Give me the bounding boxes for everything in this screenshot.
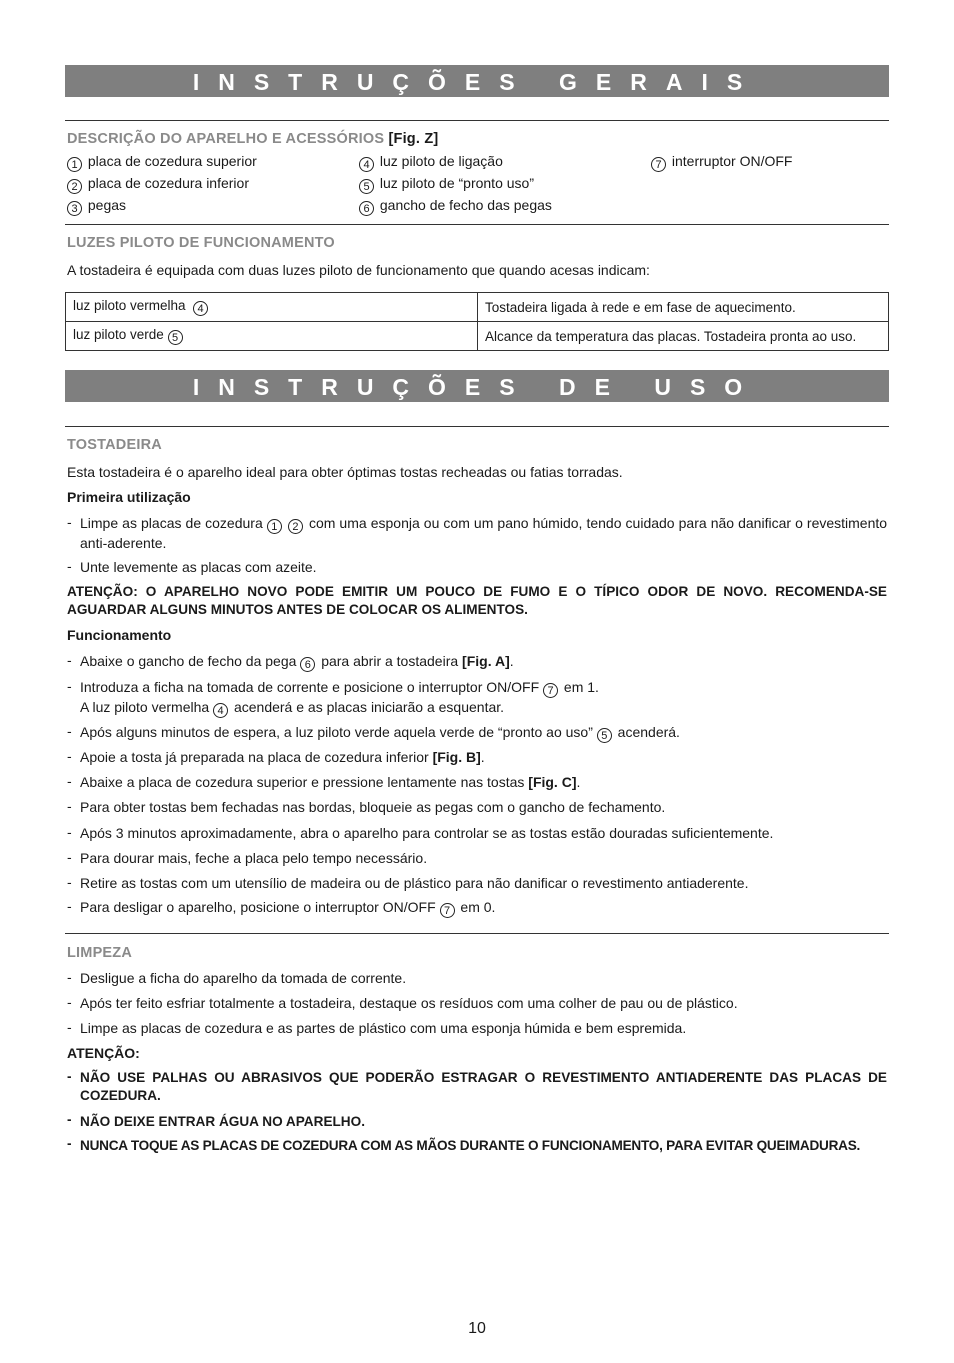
light-name: luz piloto vermelha bbox=[73, 298, 186, 313]
list-item: - Limpe as placas de cozedura e as partes de plástico com uma esponja húmida e bem espremida. bbox=[67, 1019, 887, 1038]
part-number: 7 bbox=[440, 903, 455, 918]
step-text: em 1. bbox=[563, 679, 599, 695]
part-item bbox=[67, 150, 257, 172]
warning-text: NÃO USE PALHAS OU ABRASIVOS QUE PODERÃO ESTRAGAR O REVESTIMENTO ANTIADERENTE DAS PLACAS DE COZEDURA. bbox=[80, 1070, 887, 1103]
part-item bbox=[67, 194, 257, 216]
step-text: para abrir a tostadeira bbox=[321, 653, 459, 669]
warning-item: - NÃO USE PALHAS OU ABRASIVOS QUE PODERÃO ESTRAGAR O REVESTIMENTO ANTIADERENTE DAS PLACAS DE COZEDURA. bbox=[67, 1069, 887, 1103]
warning-text: NÃO DEIXE ENTRAR ÁGUA NO APARELHO. bbox=[80, 1114, 365, 1129]
table-cell bbox=[66, 293, 478, 322]
step-text: Limpe as placas de cozedura e as partes de plástico com uma esponja húmida e bem espremida. bbox=[80, 1020, 687, 1036]
list-item: - Abaixe o gancho de fecho da pega 6 para abrir a tostadeira [Fig. A]. bbox=[67, 652, 514, 671]
step-text: Após 3 minutos aproximadamente, abra o aparelho para controlar se as tostas estão douradas suficientemente. bbox=[80, 825, 774, 841]
light-name: luz piloto verde bbox=[73, 327, 164, 342]
part-item bbox=[359, 172, 552, 194]
part-label: interruptor ON/OFF bbox=[671, 153, 793, 169]
part-label: gancho de fecho das pegas bbox=[379, 197, 552, 213]
list-item: - Para dourar mais, feche a placa pelo tempo necessário. bbox=[67, 849, 887, 868]
part-label: placa de cozedura inferior bbox=[87, 175, 249, 191]
attention-note: ATENÇÃO: O APARELHO NOVO PODE EMITIR UM POUCO DE FUMO E O TÍPICO ODOR DE NOVO. RECOMENDA-SE AGUARDAR ALGUNS MINUTOS ANTES DE COLOCAR OS ALIMENTOS. bbox=[67, 584, 887, 617]
page-number: 10 bbox=[468, 1320, 486, 1337]
fig-reference: [Fig. A] bbox=[462, 653, 510, 669]
step-text: Abaixe o gancho de fecho da pega bbox=[80, 653, 297, 669]
list-item: - Após alguns minutos de espera, a luz piloto verde aquela verde de “pronto ao uso” 5 acenderá. bbox=[67, 723, 680, 742]
part-number: 4 bbox=[213, 703, 228, 718]
fig-reference: [Fig. C] bbox=[528, 774, 577, 790]
part-number: 5 bbox=[168, 330, 183, 345]
part-number: 1 bbox=[267, 519, 282, 534]
step-text: Unte levemente as placas com azeite. bbox=[80, 559, 317, 575]
step-text: em 0. bbox=[460, 899, 496, 915]
step-text: Retire as tostas com um utensílio de madeira ou de plástico para não danificar o revestimento antiaderente. bbox=[80, 875, 749, 891]
attention-title: ATENÇÃO: bbox=[67, 1045, 140, 1061]
parts-list-col-2 bbox=[359, 150, 552, 216]
step-text: Após ter feito esfriar totalmente a tostadeira, destaque os resíduos com uma colher de pau ou de plástico. bbox=[80, 995, 738, 1011]
toaster-intro: Esta tostadeira é o aparelho ideal para obter óptimas tostas recheadas ou fatias torradas. bbox=[67, 464, 623, 480]
list-item: - Introduza a ficha na tomada de corrente e posicione o interruptor ON/OFF 7 em 1. A luz piloto vermelha 4 acenderá e as placas iniciarão a esquentar. bbox=[67, 678, 599, 717]
divider bbox=[65, 933, 889, 934]
step-text: Para dourar mais, feche a placa pelo tempo necessário. bbox=[80, 850, 428, 866]
list-item: - Para desligar o aparelho, posicione o interruptor ON/OFF 7 em 0. bbox=[67, 898, 496, 917]
list-item: - Abaixe a placa de cozedura superior e pressione lentamente nas tostas [Fig. C]. bbox=[67, 773, 581, 790]
description-heading bbox=[67, 131, 438, 147]
part-number: 7 bbox=[543, 683, 558, 698]
list-item: - Unte levemente as placas com azeite. bbox=[67, 558, 887, 577]
cleaning-heading: LIMPEZA bbox=[67, 945, 133, 961]
section-banner-general: INSTRUÇÕES GERAIS bbox=[65, 65, 889, 97]
section-banner-usage: INSTRUÇÕES DE USO bbox=[65, 370, 889, 402]
part-number: 7 bbox=[651, 157, 666, 172]
step-text: Desligue a ficha do aparelho da tomada de corrente. bbox=[80, 970, 407, 986]
part-number: 5 bbox=[359, 179, 374, 194]
list-item: - Desligue a ficha do aparelho da tomada de corrente. bbox=[67, 969, 887, 988]
step-text: Após alguns minutos de espera, a luz piloto verde aquela verde de “pronto ao uso” bbox=[80, 724, 593, 740]
step-text: acenderá. bbox=[617, 724, 680, 740]
step-text: Para obter tostas bem fechadas nas bordas, bloqueie as pegas com o gancho de fechamento. bbox=[80, 799, 666, 815]
part-item bbox=[67, 172, 257, 194]
part-number: 5 bbox=[597, 728, 612, 743]
table-row bbox=[66, 293, 889, 322]
part-label: luz piloto de “pronto uso” bbox=[379, 175, 534, 191]
lights-intro: A tostadeira é equipada com duas luzes piloto de funcionamento que quando acesas indicam: bbox=[67, 262, 650, 278]
list-item: - Limpe as placas de cozedura 1 2 com uma esponja ou com um pano húmido, tendo cuidado para não danificar o revestimento anti-aderente. bbox=[67, 514, 888, 551]
list-item: - Após ter feito esfriar totalmente a tostadeira, destaque os resíduos com uma colher de pau ou de plástico. bbox=[67, 994, 887, 1013]
list-item: - Para obter tostas bem fechadas nas bordas, bloqueie as pegas com o gancho de fechamento. bbox=[67, 798, 887, 817]
step-text: Para desligar o aparelho, posicione o interruptor ON/OFF bbox=[80, 899, 436, 915]
step-text: Abaixe a placa de cozedura superior e pressione lentamente nas tostas bbox=[80, 774, 525, 790]
part-number: 4 bbox=[359, 157, 374, 172]
lights-heading: LUZES PILOTO DE FUNCIONAMENTO bbox=[67, 235, 335, 251]
part-item bbox=[651, 150, 792, 172]
operation-title: Funcionamento bbox=[67, 627, 172, 643]
step-text: Limpe as placas de cozedura bbox=[80, 515, 263, 531]
part-number: 6 bbox=[300, 657, 315, 672]
divider bbox=[65, 120, 889, 121]
warning-item: - NUNCA TOQUE AS PLACAS DE COZEDURA COM AS MÃOS DURANTE O FUNCIONAMENTO, PARA EVITAR QUEIMADURAS. bbox=[67, 1136, 887, 1155]
list-item: - Após 3 minutos aproximadamente, abra o aparelho para controlar se as tostas estão douradas suficientemente. bbox=[67, 824, 887, 843]
divider bbox=[65, 224, 889, 225]
table-cell bbox=[66, 322, 478, 351]
part-number: 2 bbox=[288, 519, 303, 534]
table-cell: Alcance da temperatura das placas. Tostadeira pronta ao uso. bbox=[478, 322, 889, 351]
step-text: com uma esponja ou com um pano húmido, tendo cuidado para não danificar o revestimento anti-aderente. bbox=[80, 515, 888, 551]
part-number: 2 bbox=[67, 179, 82, 194]
part-item bbox=[359, 194, 552, 216]
table-cell: Tostadeira ligada à rede e em fase de aquecimento. bbox=[478, 293, 889, 322]
part-number: 3 bbox=[67, 201, 82, 216]
step-text: acenderá e as placas iniciarão a esquentar. bbox=[233, 699, 505, 715]
part-label: luz piloto de ligação bbox=[379, 153, 503, 169]
first-use-title: Primeira utilização bbox=[67, 489, 191, 505]
toaster-heading: TOSTADEIRA bbox=[67, 437, 162, 453]
warning-item: - NÃO DEIXE ENTRAR ÁGUA NO APARELHO. bbox=[67, 1112, 887, 1131]
part-label: pegas bbox=[87, 197, 127, 213]
part-item bbox=[359, 150, 552, 172]
list-item: - Retire as tostas com um utensílio de madeira ou de plástico para não danificar o revestimento antiaderente. bbox=[67, 874, 887, 893]
table-row bbox=[66, 322, 889, 351]
step-text: Apoie a tosta já preparada na placa de cozedura inferior bbox=[80, 749, 429, 765]
step-text: Introduza a ficha na tomada de corrente e posicione o interruptor ON/OFF bbox=[80, 679, 540, 695]
fig-z-reference: [Fig. Z] bbox=[388, 131, 439, 147]
fig-reference: [Fig. B] bbox=[432, 749, 481, 765]
step-text: A luz piloto vermelha bbox=[80, 699, 210, 715]
part-number: 4 bbox=[193, 301, 208, 316]
part-label: placa de cozedura superior bbox=[87, 153, 257, 169]
parts-list-col-1 bbox=[67, 150, 257, 216]
parts-list-col-3 bbox=[651, 150, 792, 172]
part-number: 6 bbox=[359, 201, 374, 216]
lights-table bbox=[65, 292, 889, 351]
part-number: 1 bbox=[67, 157, 82, 172]
divider bbox=[65, 426, 889, 427]
description-heading-text: DESCRIÇÃO DO APARELHO E ACESSÓRIOS bbox=[67, 131, 385, 147]
list-item: - Apoie a tosta já preparada na placa de cozedura inferior [Fig. B]. bbox=[67, 748, 485, 765]
warning-text: NUNCA TOQUE AS PLACAS DE COZEDURA COM AS MÃOS DURANTE O FUNCIONAMENTO, PARA EVITAR QUEIMADURAS. bbox=[80, 1138, 861, 1153]
